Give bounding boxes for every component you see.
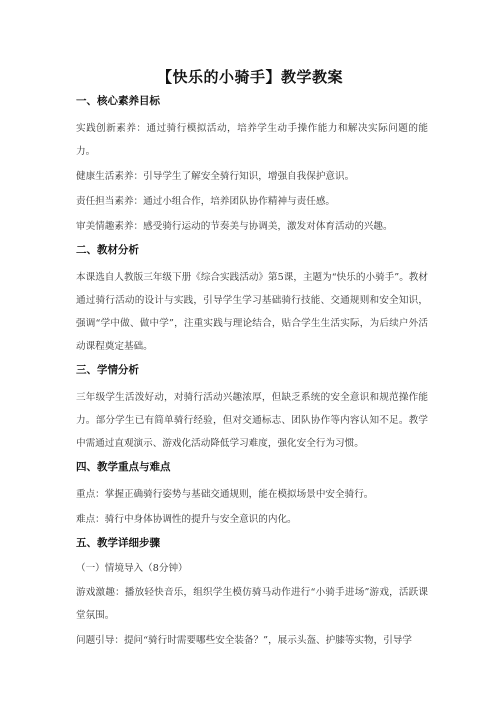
paragraph: 难点：骑行中身体协调性的提升与安全意识的内化。 [76,514,297,525]
section-core-goals [76,93,428,238]
section-material-analysis [76,242,428,358]
section-teaching-steps [76,535,428,652]
paragraph: 游戏激趣：播放轻快音乐，组织学生模仿骑马动作进行“小骑手进场”游戏，活跃课堂氛围。 [76,587,428,621]
section-heading: 三、学情分析 [76,364,139,376]
section-heading: 一、核心素养目标 [76,95,160,107]
paragraph: 健康生活素养：引导学生了解安全骑行知识，增强自我保护意识。 [76,171,355,182]
subsection-heading: （一）情境导入（8分钟） [76,563,188,574]
paragraph: 重点：掌握正确骑行姿势与基础交通规则，能在模拟场景中安全骑行。 [76,489,374,500]
paragraph: 三年级学生活泼好动，对骑行活动兴趣浓厚，但缺乏系统的安全意识和规范操作能力。部分学生已有简单骑行经验，但对交通标志、团队协作等内容认知不足。教学中需通过直观演示、游戏化活动降低学习难度，强化安全行为习惯。 [76,392,428,449]
paragraph: 责任担当素养：通过小组合作，培养团队协作精神与责任感。 [76,196,336,207]
paragraph: 本课选自人教版三年级下册《综合实践活动》第5课，主题为“快乐的小骑手”。教材通过骑行活动的设计与实践，引导学生学习基础骑行技能、交通规则和安全知识，强调“学中做、做中学”，注重实践与理论结合，贴合学生生活实际，为后续户外活动课程奠定基础。 [76,272,428,352]
paragraph: 问题引导：提问“骑行时需要哪些安全装备？”，展示头盔、护膝等实物，引导学 [76,635,412,646]
section-student-analysis [76,362,428,455]
document-title: 【快乐的小骑手】教学教案 [156,68,343,86]
paragraph: 审美情趣素养：感受骑行运动的节奏美与协调美，激发对体育活动的兴趣。 [76,221,393,232]
document-body [76,93,428,654]
section-heading: 二、教材分析 [76,244,139,256]
section-heading: 五、教学详细步骤 [76,537,160,549]
section-heading: 四、教学重点与难点 [76,461,171,473]
paragraph: 实践创新素养：通过骑行模拟活动，培养学生动手操作能力和解决实际问题的能力。 [76,123,428,157]
section-key-points [76,459,428,531]
